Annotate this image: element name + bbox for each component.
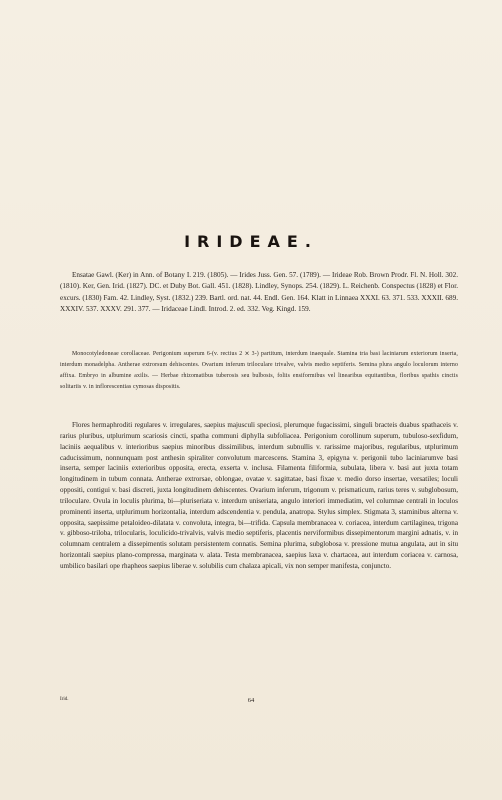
footer-signature: Irid. bbox=[60, 697, 69, 702]
page-number: 64 bbox=[247, 697, 255, 704]
page-title: IRIDEAE. bbox=[184, 232, 318, 251]
references-paragraph: Ensatae Gawl. (Ker) in Ann. of Botany I. 219. (1805). — Irides Juss. Gen. 57. (1789). — Irideae Rob. Brown Prodr. Fl. N. Holl. 302. (1810). Ker, Gen. Irid. (1827). DC. et Duby Bot. Gall. 451. (1828). Lindley, Synops. 254. (1829). L. Reichenb. Conspectus (1828) et Flor. excurs. (1830) Fam. 42. Lindley, Syst. (1832.) 239. Bartl. ord. nat. 44. Endl. Gen. 164. Klatt in Linnaea XXXI. 63. 371. 533. XXXII. 689. XXXIV. 537. XXXV. 291. 377. — Iridaceae Lindl. Introd. 2. ed. 332. Veg. Kingd. 159. bbox=[60, 271, 458, 314]
characteristics-paragraph: Monocotyledoneae corollaceae. Perigonium superum 6-(v. rectius 2 ⨯ 3-) partitum, interdum inaequale. Stamina tria basi laciniarum exteriorum inserta, interdum monadelpha. Antherae extrorsum dehiscentes. Ovarium inferum triloculare trivalve, valvis medio septiferis. Semina plura angulo loculorum interno affixa. Embryo in albumine axilis. — Herbae rhizomatibus tuberosis seu bulbosis, foliis ensiformibus vel linearibus equitantibus, floribus spathis cinctis solitariis v. in inflorescentias cymosas dispositis. bbox=[60, 351, 458, 390]
description-paragraph: Flores hermaphroditi regulares v. irregulares, saepius majusculi speciosi, plerumque fugacissimi, singuli bracteis duabus spathaceis v. rarius pluribus, utplurimum scariosis cincti, spatha communi diphylla subfoliacea. Perigonium corollinum superum, tubuloso-sexfidum, laciniis aequalibus v. interioribus saepius minoribus dissimilibus, interdum subnullis v. rarissime majoribus, regularibus, utplurimum caducissimum, nonnunquam post anthesin spiraliter convolutum marcescens. Stamina 3, epigyna v. perigonii tubo laciniarumve basi inserta, semper laciniis exterioribus opposita, erecta, exserta v. inclusa. Filamenta filiformia, subulata, libera v. basi aut juxta totam longitudinem in tubum connata. Antherae extrorsae, oblongae, ovatae v. sagittatae, basi fixae v. medio dorso insertae, versatiles; loculi oppositi, contigui v. basi discreti, juxta longitudinem dehiscentes. Ovarium inferum, trigonum v. prismaticum, rarius teres v. subglobosum, triloculare. Ovula in loculis plurima, bi—pluriseriata v. interdum uniseriata, angulo interiori immediatim, vel columnae centrali in loculos prominenti inserta, utplurimum horizontalia, interdum adscendentia v. pendula, anatropa. Stylus simplex. Stigmata 3, staminibus alterna v. opposita, saepissime petaloideo-dilatata v. convoluta, integra, bi—trifida. Capsula membranacea v. coriacea, interdum cartilaginea, trigona v. gibboso-triloba, trilocularis, loculicido-trivalvis, valvis medio septiferis, placentis nerviformibus dissepimentorum margini adnatis, v. in columnam centralem a dissepimentis solutam persistentem connatis. Semina plurima, subglobosa v. pressione mutua angulata, aut in situ horizontali saepius plano-compressa, marginata v. alata. Testa membranacea, saepius laxa v. chartacea, aut interdum coriacea v. carnosa, umbilico basilari ope rhapheos saepius liberae v. solubilis cum chalaza apicali, vix non semper manifesta, conjuncto. bbox=[60, 421, 458, 570]
